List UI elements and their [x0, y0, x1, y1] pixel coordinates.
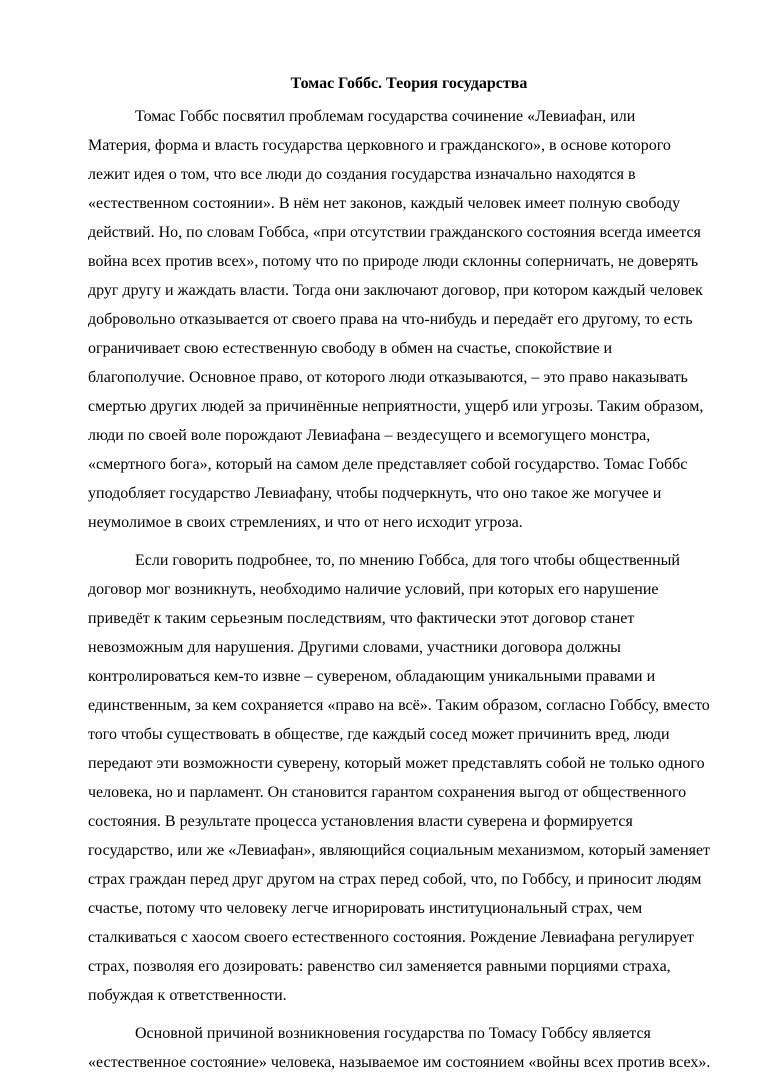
paragraph-social-contract-details: Если говорить подробнее, то, по мнению Гоббса, для того чтобы общественный договор мог возникнуть, необходимо наличие условий, при которых его нарушение приведёт к таким серьезным последствиям, что фактически этот договор станет невозможным для нарушения. Другими словами, участники договора должны контролироваться кем-то извне – сувереном, обладающим уникальными правами и единственным, за кем сохраняется «право на всё». Таким образом, согласно Гоббсу, вместо того чтобы существовать в обществе, где каждый сосед может причинить вред, люди передают эти возможности суверену, который может представлять собой не только одного человека, но и парламент. Он становится гарантом сохранения выгод от общественного состояния. В результате процесса установления власти суверена и формируется государство, или же «Левиафан», являющийся социальным механизмом, который заменяет страх граждан перед друг другом на страх перед собой, что, по Гоббсу, и приносит людям счастье, потому что человеку легче игнорировать институциональный страх, чем сталкиваться с хаосом своего естественного состояния. Рождение Левиафана регулирует страх, позволяя его дозировать: равенство сил заменяется равными порциями страха, побуждая к ответственности. — [88, 551, 711, 1004]
paragraph-leviathan-intro: Томас Гоббс посвятил проблемам государства сочинение «Левиафан, или Материя, форма и власть государства церковного и гражданского», в основе которого лежит идея о том, что все люди до создания государства изначально находятся в «естественном состоянии». В нём нет законов, каждый человек имеет полную свободу действий. Но, по словам Гоббса, «при отсутствии гражданского состояния всегда имеется война всех против всех», потому что по природе люди склонны соперничать, не доверять друг другу и жаждать власти. Тогда они заключают договор, при котором каждый человек добровольно отказывается от своего права на что-нибудь и передаёт его другому, то есть ограничивает свою естественную свободу в обмен на счастье, спокойствие и благополучие. Основное право, от которого люди отказываются, – это право наказывать смертью других людей за причинённые неприятности, ущерб или угрозы. Таким образом, люди по своей воле порождают Левиафана – вездесущего и всемогущего монстра, «смертного бога», который на самом деле представляет собой государство. Томас Гоббс уподобляет государство Левиафану, чтобы подчеркнуть, что оно такое же могучее и неумолимое в своих стремлениях, и что от него исходит угроза. — [88, 107, 704, 531]
document-title: Томас Гоббс. Теория государства — [290, 74, 528, 92]
document-body — [88, 102, 711, 1077]
paragraph-state-origin-cause: Основной причиной возникновения государства по Томасу Гоббсу является «естественное состояние» человека, называемое им состоянием «войны всех против всех». — [88, 1024, 711, 1071]
